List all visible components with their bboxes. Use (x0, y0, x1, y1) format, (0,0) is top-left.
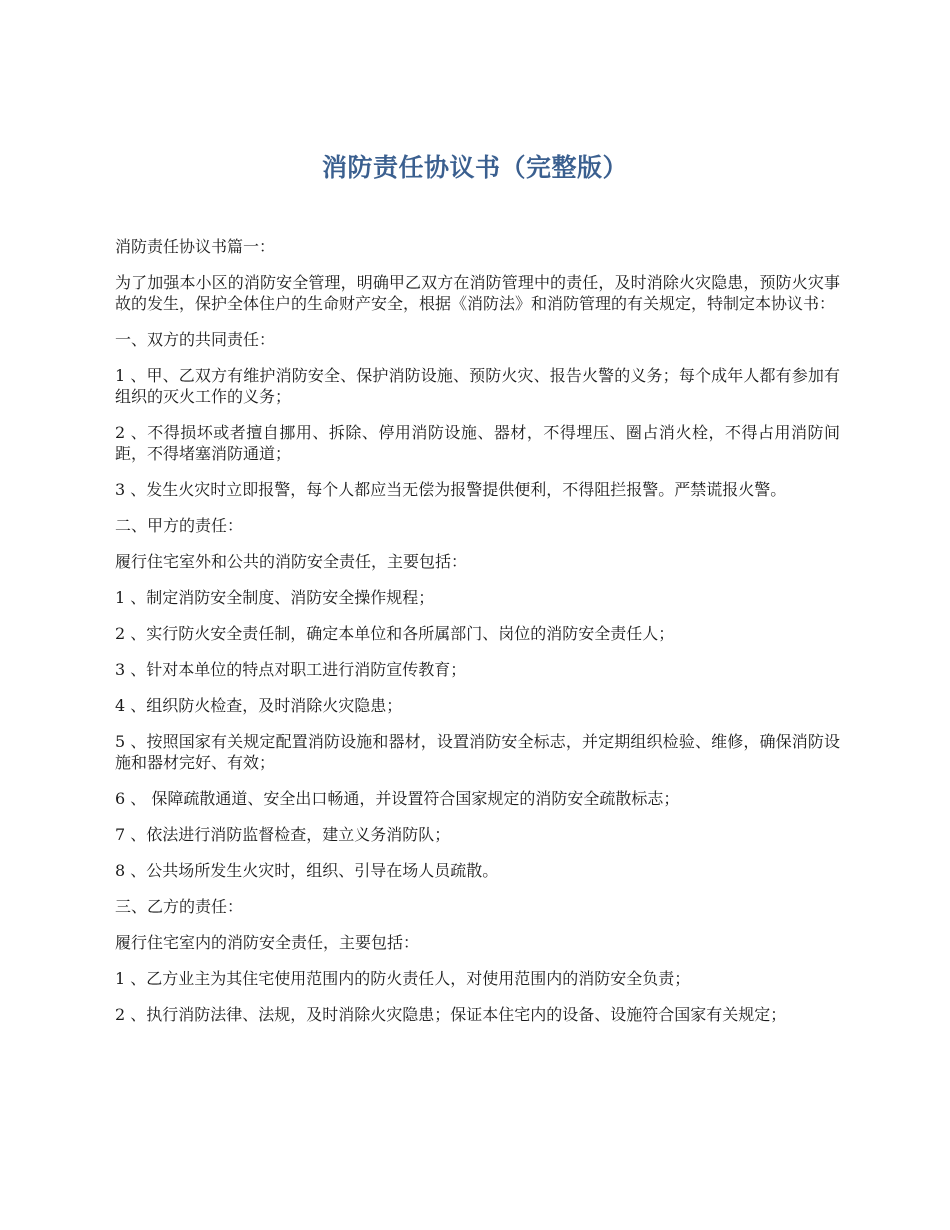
list-item: 8 、公共场所发生火灾时，组织、引导在场人员疏散。 (115, 861, 499, 880)
list-item: 5 、按照国家有关规定配置消防设施和器材，设置消防安全标志，并定期组织检验、维修，确保消防设施和器材完好、有效； (115, 732, 840, 772)
list-item: 1 、乙方业主为其住宅使用范围内的防火责任人，对使用范围内的消防安全负责； (115, 969, 691, 988)
list-item: 7 、依法进行消防监督检查，建立义务消防队； (115, 825, 451, 844)
list-item: 2 、执行消防法律、法规，及时消除火灾隐患；保证本住宅内的设备、设施符合国家有关规定； (115, 1005, 787, 1024)
section-heading: 消防责任协议书篇一： (115, 237, 276, 256)
list-item: 6 、 保障疏散通道、安全出口畅通，并设置符合国家规定的消防安全疏散标志； (115, 789, 680, 808)
section-heading: 二、甲方的责任： (115, 516, 244, 535)
section-heading: 一、双方的共同责任： (115, 330, 276, 349)
list-item: 4 、组织防火检查，及时消除火灾隐患； (115, 696, 403, 715)
intro-paragraph: 为了加强本小区的消防安全管理，明确甲乙双方在消防管理中的责任，及时消除火灾隐患，预防火灾事故的发生，保护全体住户的生命财产安全，根据《消防法》和消防管理的有关规定，特制定本协议书： (115, 273, 840, 313)
list-item: 1 、甲、乙双方有维护消防安全、保护消防设施、预防火灾、报告火警的义务；每个成年人都有参加有组织的灭火工作的义务； (115, 366, 840, 406)
list-item: 3 、发生火灾时立即报警，每个人都应当无偿为报警提供便利，不得阻拦报警。严禁谎报火警。 (115, 480, 787, 499)
section-heading: 三、乙方的责任： (115, 897, 244, 916)
list-item: 2 、实行防火安全责任制，确定本单位和各所属部门、岗位的消防安全责任人； (115, 624, 675, 643)
document-title: 消防责任协议书（完整版） (321, 153, 628, 182)
paragraph: 履行住宅室内的消防安全责任，主要包括： (115, 933, 420, 952)
document-body (115, 236, 840, 1040)
list-item: 1 、制定消防安全制度、消防安全操作规程； (115, 588, 435, 607)
list-item: 2 、不得损坏或者擅自挪用、拆除、停用消防设施、器材，不得埋压、圈占消火栓，不得占用消防间距，不得堵塞消防通道； (115, 423, 840, 463)
list-item: 3 、针对本单位的特点对职工进行消防宣传教育； (115, 660, 467, 679)
paragraph: 履行住宅室外和公共的消防安全责任，主要包括： (115, 552, 468, 571)
